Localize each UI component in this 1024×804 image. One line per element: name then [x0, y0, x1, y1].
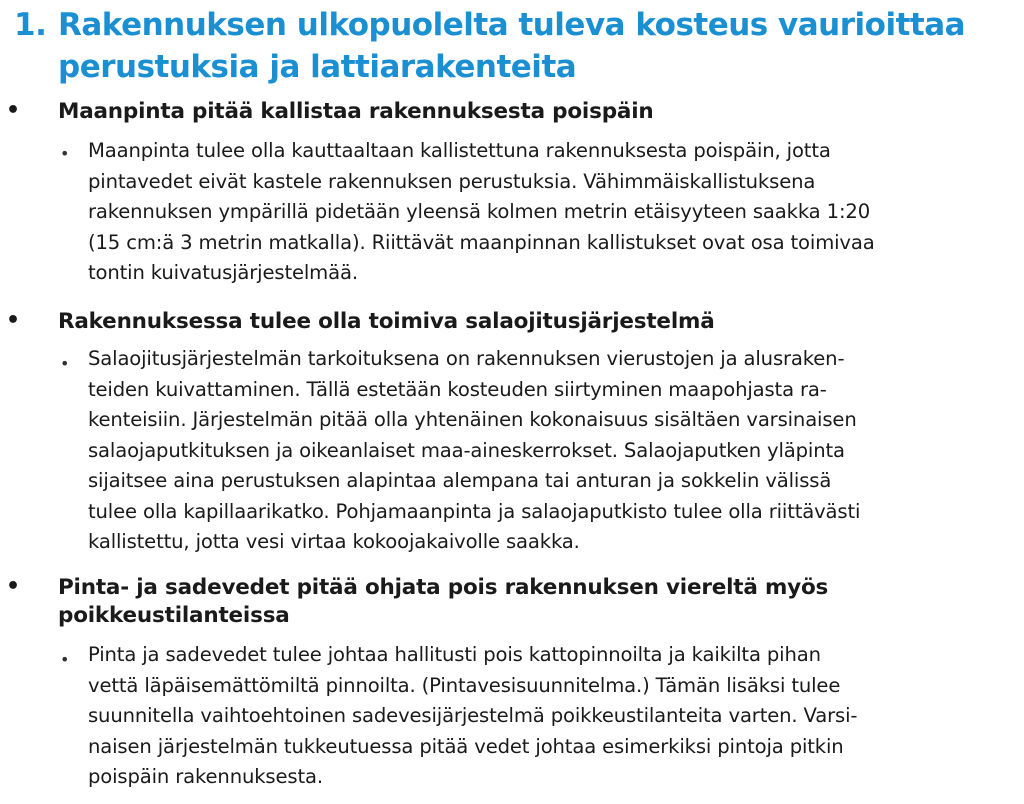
section-title: Pinta- ja sadevedet pitää ohjata pois rakennuksen viereltä myös poikkeustilanteissa	[58, 575, 829, 628]
heading-number: 1.	[14, 7, 47, 43]
bullet-marker: •	[6, 574, 21, 599]
bullet-marker: •	[6, 308, 21, 333]
section-body: Salaojitusjärjestelmän tarkoituksena on rakennuksen vierustojen ja alusraken- teiden kuivattaminen. Tällä estetään kosteuden siirtyminen maapohjasta ra- kenteisiin. Järjestelmän pitää olla yhtenäinen kokonaisuus sisältäen varsinaisen salaojaputkituksen ja oikeanlaiset maa-aineskerrokset. Salaojaputken yläpinta sijaitsee aina perustuksen alapintaa alempana tai anturan ja sokkelin välissä tulee olla kapillaarikatko. Pohjamaanpinta ja salaojaputkisto tulee olla riittävästi kallistettu, jotta vesi virtaa kokoojakaivolle saakka.	[88, 347, 861, 553]
section-body: Maanpinta tulee olla kauttaaltaan kallistettuna rakennuksesta poispäin, jotta pintavedet eivät kastele rakennuksen perustuksia. Vähimmäiskallistuksena rakennuksen ympärillä pidetään yleensä kolmen metrin etäisyyteen saakka 1:20 (15 cm:ä 3 metrin matkalla). Riittävät maanpinnan kallistukset ovat osa toimivaa tontin kuivatusjärjestelmää.	[88, 139, 875, 284]
section-title: Maanpinta pitää kallistaa rakennuksesta poispäin	[58, 99, 654, 124]
section-body: Pinta ja sadevedet tulee johtaa hallitusti pois kattopinnoilta ja kaikilta pihan vettä läpäisemättömiltä pinnoilta. (Pintavesisuunnitelma.) Tämän lisäksi tulee suunnitella vaihtoehtoinen sadevesijärjestelmä poikkeustilanteita varten. Varsi- naisen järjestelmän tukkeutuessa pitää vedet johtaa esimerkiksi pintoja pitkin poispäin rakennuksesta.	[88, 643, 858, 788]
heading-title: Rakennuksen ulkopuolelta tuleva kosteus vaurioittaa perustuksia ja lattiarakenteita	[58, 7, 966, 85]
sub-bullet-marker: •	[60, 650, 70, 669]
section-title: Rakennuksessa tulee olla toimiva salaojitusjärjestelmä	[58, 309, 715, 334]
sub-bullet-marker: •	[60, 354, 70, 373]
bullet-marker: •	[6, 98, 21, 123]
sub-bullet-marker: •	[60, 144, 70, 163]
